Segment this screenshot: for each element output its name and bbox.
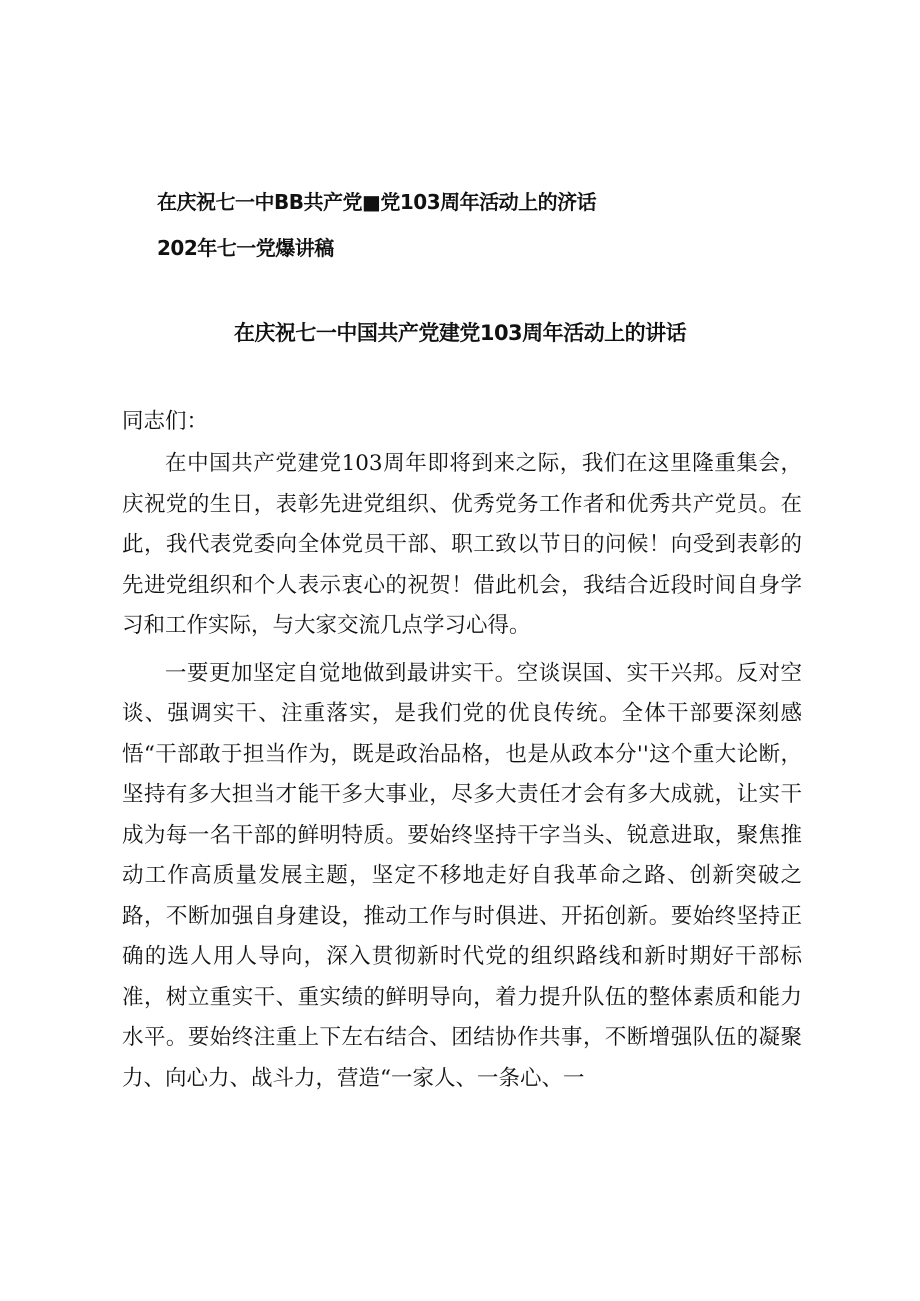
header-title-line: 在庆祝七一中BB共产党■党103周年活动上的济话 <box>157 190 597 214</box>
header-subtitle-line: 202年七一党爆讲稿 <box>157 236 334 260</box>
paragraph-point-one: 一要更加坚定自觉地做到最讲实干。空谈误国、实干兴邦。反对空谈、强调实干、注重落实，是我们党的优良传统。全体干部要深刻感悟“干部敢于担当作为，既是政治品格，也是从政本分''这个重大论断，坚持有多大担当才能干多大事业，尽多大责任才会有多大成就，让实干成为每一名干部的鲜明特质。要始终坚持干字当头、锐意进取，聚焦推动工作高质量发展主题，坚定不移地走好自我革命之路、创新突破之路，不断加强自身建设，推动工作与时俱进、开拓创新。要始终坚持正确的选人用人导向，深入贯彻新时代党的组织路线和新时期好干部标准，树立重实干、重实绩的鲜明导向，着力提升队伍的整体素质和能力水平。要始终注重上下左右结合、团结协作共事，不断增强队伍的凝聚力、向心力、战斗力，营造“一家人、一条心、一 <box>122 660 802 1091</box>
speech-title: 在庆祝七一中国共产党建党103周年活动上的讲话 <box>233 321 687 345</box>
salutation: 同志们： <box>122 409 209 434</box>
document-header <box>157 186 837 278</box>
speech-body <box>122 402 802 1106</box>
paragraph-intro: 在中国共产党建党103周年即将到来之际，我们在这里隆重集会，庆祝党的生日，表彰先进党组织、优秀党务工作者和优秀共产党员。在此，我代表党委向全体党员干部、职工致以节日的问候！向受到表彰的先进党组织和个人表示衷心的祝贺！借此机会，我结合近段时间自身学习和工作实际，与大家交流几点学习心得。 <box>122 451 802 638</box>
